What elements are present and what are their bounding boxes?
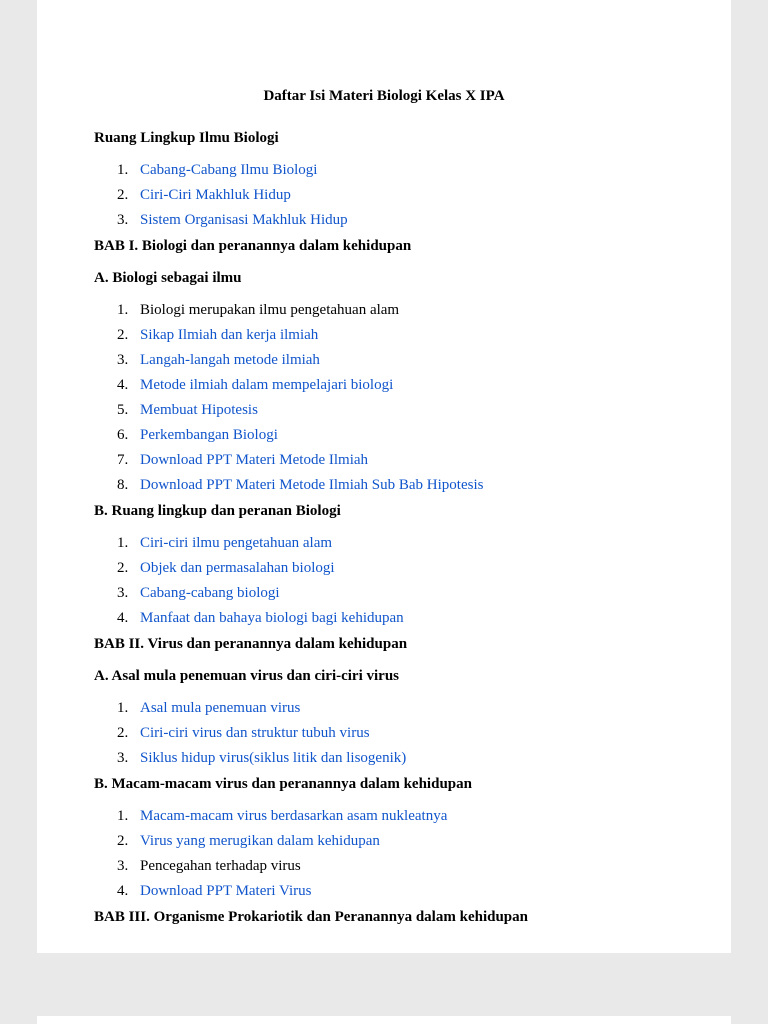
toc-link[interactable]: Perkembangan Biologi (140, 427, 278, 443)
toc-link[interactable]: Cabang-cabang biologi (140, 585, 280, 601)
toc-item (132, 881, 674, 901)
toc-link[interactable]: Metode ilmiah dalam mempelajari biologi (140, 377, 394, 393)
toc-item (132, 533, 674, 553)
heading-bab-3: BAB III. Organisme Prokariotik dan Peranannya dalam kehidupan (94, 909, 528, 925)
toc-text: Biologi merupakan ilmu pengetahuan alam (140, 302, 400, 318)
page-title: Daftar Isi Materi Biologi Kelas X IPA (263, 88, 505, 104)
toc-link[interactable]: Download PPT Materi Metode Ilmiah (140, 452, 369, 468)
toc-list-bab1-a (94, 300, 674, 495)
toc-link[interactable]: Download PPT Materi Metode Ilmiah Sub Bab Hipotesis (140, 477, 484, 493)
toc-item (132, 300, 674, 320)
heading-bab2-a: A. Asal mula penemuan virus dan ciri-ciri virus (94, 668, 400, 684)
toc-link[interactable]: Membuat Hipotesis (140, 402, 258, 418)
toc-item (132, 723, 674, 743)
toc-item (132, 375, 674, 395)
toc-link[interactable]: Objek dan permasalahan biologi (140, 560, 335, 576)
toc-link[interactable]: Manfaat dan bahaya biologi bagi kehidupan (140, 610, 404, 626)
toc-link[interactable]: Download PPT Materi Virus (140, 883, 312, 899)
toc-link[interactable]: Ciri-ciri virus dan struktur tubuh virus (140, 725, 370, 741)
toc-item (132, 698, 674, 718)
toc-item (132, 806, 674, 826)
heading-bab1-a: A. Biologi sebagai ilmu (94, 270, 242, 286)
toc-item (132, 325, 674, 345)
toc-link[interactable]: Asal mula penemuan virus (140, 700, 301, 716)
toc-item (132, 210, 674, 230)
toc-item (132, 425, 674, 445)
heading-bab1-b: B. Ruang lingkup dan peranan Biologi (94, 503, 341, 519)
toc-item (132, 558, 674, 578)
toc-item (132, 400, 674, 420)
next-page-edge (37, 1016, 731, 1024)
toc-item (132, 748, 674, 768)
toc-link[interactable]: Sikap Ilmiah dan kerja ilmiah (140, 327, 319, 343)
toc-link[interactable]: Ciri-Ciri Makhluk Hidup (140, 187, 291, 203)
heading-bab-1: BAB I. Biologi dan peranannya dalam kehidupan (94, 238, 412, 254)
toc-item (132, 475, 674, 495)
toc-list-bab2-b (94, 806, 674, 901)
toc-link[interactable]: Macam-macam virus berdasarkan asam nukleatnya (140, 808, 448, 824)
toc-link[interactable]: Ciri-ciri ilmu pengetahuan alam (140, 535, 333, 551)
toc-link[interactable]: Langah-langah metode ilmiah (140, 352, 320, 368)
toc-list-ruang-lingkup (94, 160, 674, 230)
toc-item (132, 185, 674, 205)
heading-ruang-lingkup: Ruang Lingkup Ilmu Biologi (94, 130, 279, 146)
toc-item (132, 350, 674, 370)
toc-list-bab1-b (94, 533, 674, 628)
toc-item (132, 160, 674, 180)
toc-link[interactable]: Siklus hidup virus(siklus litik dan lisogenik) (140, 750, 407, 766)
toc-link[interactable]: Sistem Organisasi Makhluk Hidup (140, 212, 348, 228)
toc-link[interactable]: Cabang-Cabang Ilmu Biologi (140, 162, 318, 178)
document-page (37, 0, 731, 953)
toc-link[interactable]: Virus yang merugikan dalam kehidupan (140, 833, 380, 849)
toc-item (132, 450, 674, 470)
heading-bab-2: BAB II. Virus dan peranannya dalam kehidupan (94, 636, 408, 652)
toc-item (132, 583, 674, 603)
toc-item (132, 831, 674, 851)
toc-item (132, 608, 674, 628)
heading-bab2-b: B. Macam-macam virus dan peranannya dalam kehidupan (94, 776, 472, 792)
toc-item (132, 856, 674, 876)
toc-list-bab2-a (94, 698, 674, 768)
toc-text: Pencegahan terhadap virus (140, 858, 301, 874)
